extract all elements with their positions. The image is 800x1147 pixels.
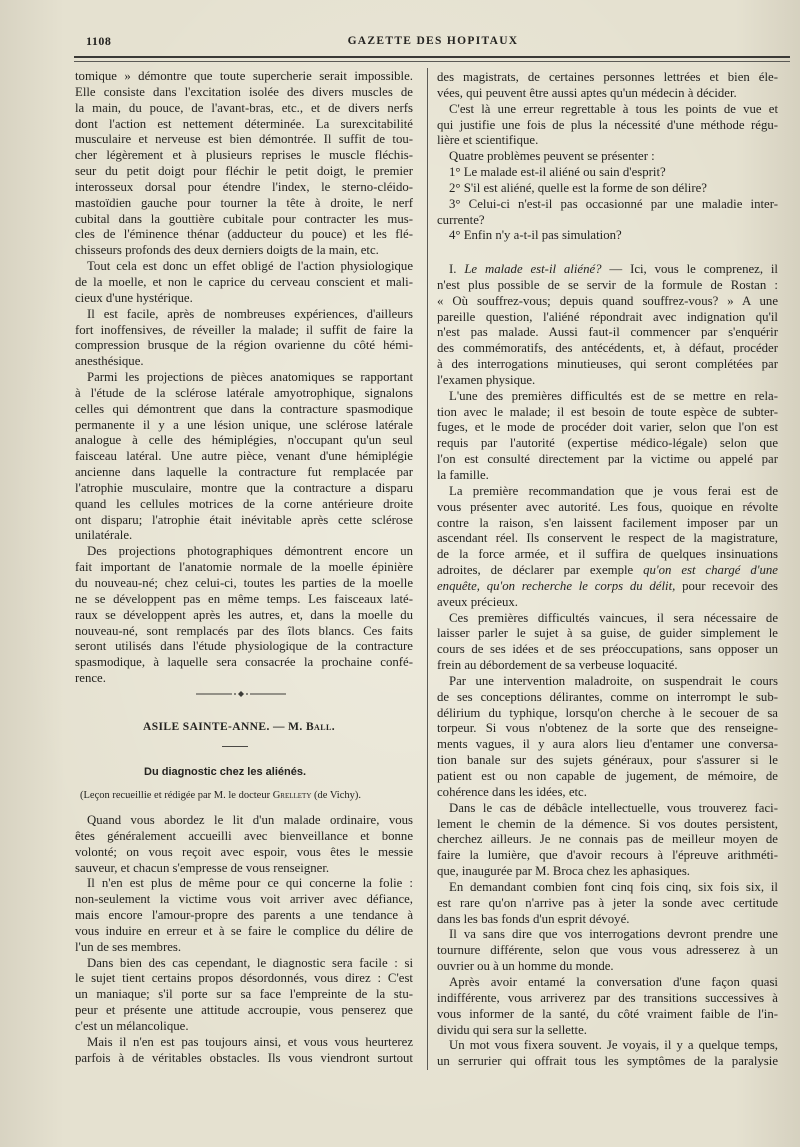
paragraph [75,956,413,1035]
text-line: la famille. [437,467,489,482]
paragraph [75,259,413,307]
text-line: cherchez ailleurs. Je ne connais pas de meilleur moyen de [437,832,778,847]
text-line: à l'étude de la sclérose latérale amyotrophique, signalons [75,385,413,400]
text-line: l'atrophie musculaire, montre que la contracture a disparu [75,480,413,495]
paragraph [437,484,778,611]
text-line: n'est plus possible de se servir de la formule de Rostan : [437,277,778,292]
left-column-continued-text [75,69,413,687]
paragraph [437,975,778,1038]
page-number: 1108 [86,34,112,48]
text-line: spasmodique, à laquelle sera consacrée la prochaine confé- [75,655,413,670]
text-line: En demandant combien font cinq fois cinq, six fois six, il [449,879,778,894]
text-line: cles de l'éminence thénar (adducteur du pouce) et les flé- [75,227,413,242]
text-line: Il n'en est plus de même pour ce qui concerne la folie : [87,876,413,891]
text-line: des magistrats, de certaines personnes lettrées et bien éle- [437,70,778,84]
text-line: Il va sans dire que vos interrogations devront prendre une [449,927,778,942]
text-line: fuges, et le mode de procéder doit varier, selon que l'on est [437,420,778,435]
text-line: Tout cela est donc un effet obligé de l'action physiologique [87,259,413,274]
header-rule-thin [74,61,790,62]
text-line: du nouveau-né; chez celui-ci, toutes les parties de la moelle [75,576,413,590]
publication-title: GAZETTE DES HOPITAUX [347,35,519,47]
text-line: seront utilisés dans l'étude physiologique de la contracture [75,639,413,654]
text-line: rence. [75,671,106,686]
text-line [437,262,778,278]
paragraph [437,165,778,181]
right-column-top-text [437,70,778,244]
text-line: l'on est consulté directement par la victime ou appelé par [437,452,778,467]
paragraph [75,813,413,876]
text-line: l'examen physique. [437,372,536,387]
author-name: Grellety [272,790,312,801]
text-line: 2° S'il est aliéné, quelle est la forme de son délire? [449,180,707,195]
text-line: ascendant réel. Ils conservent le respect de la magistrature, [437,531,778,546]
text-line: tomique » démontre que toute supercherie serait impossible. [75,69,413,83]
paragraph [75,876,413,955]
text-line: cieux d'une hystérique. [75,290,193,305]
text-line: Mais il n'en est pas toujours ainsi, et vous vous heurterez [87,1034,413,1049]
text-line: nouveau-né, sont remplacés par des îlots blancs. Ces faits [75,623,413,638]
text-line: lement le chemin de la démence. Si vos doutes persistent, [437,816,778,831]
text-line: Ces premières difficultés vaincues, il sera nécessaire de [449,610,778,625]
text-line: de ses conceptions délirantes, comme on interrompt le sub- [437,689,778,704]
text-line: quand les cellules motrices de la corne antérieure droite [75,496,413,511]
attribution-text: (de Vichy). [314,790,362,801]
paragraph [437,149,778,165]
text-line: mais encore l'amour-propre des parents a une tendance à [75,908,413,923]
text-line: à des interrogations minutieuses, qui seront complétées par [437,357,778,372]
text-line: mastoïdien gauche pour tourner la tête à droite, le nerf [75,195,413,210]
ornament-divider [196,690,286,698]
text-line: 4° Enfin n'y a-t-il pas simulation? [449,228,622,243]
text-line: Dans le cas de débâcle intellectuelle, vous trouverez faci- [449,800,778,815]
right-column-article-body [437,262,778,1070]
text-line [437,563,778,579]
text-segment: — Ici, vous le comprenez, il [601,262,778,276]
text-line: analogue à celle des hémiplégies, n'occupant qu'un seul [75,433,413,448]
article-title: Du diagnostic chez les aliénés. [144,766,306,778]
text-line: n'est pas malade. Aussi faut-il commencer par s'enquérir [437,325,778,340]
text-line: Elle consiste dans l'excitation isolée des divers muscles de [75,84,413,99]
italic-text: qu'on est chargé d'une [643,563,778,578]
paragraph [437,674,778,801]
text-line: fort inoffensives, de réveiller la malade; il suffit de faire la [75,322,413,337]
lecturer-name: Ball. [305,721,335,733]
paragraph [437,389,778,484]
text-line: L'une des premières difficultés est de se mettre en rela- [449,388,778,403]
text-line: torpeur. Si vous n'obtenez de la sorte que des renseigne- [437,721,778,736]
text-line: laisser parler le sujet à sa guise, de guider simplement le [437,626,778,641]
paragraph [75,69,413,259]
text-line: indifférente, vous arriverez par des transitions successives à [437,990,778,1005]
text-line: que, inaugurée par M. Broca chez les aphasiques. [437,864,690,879]
text-line: le sujet tient certains propos désordonnés, vous direz : C'est [75,971,413,986]
text-line: C'est là une erreur regrettable à tous les points de vue et [449,101,778,116]
text-segment: pour recevoir des [675,578,778,593]
paragraph [437,70,778,102]
attribution-text: (Leçon recueillie et rédigée par M. le docteur [80,790,271,801]
text-segment: adroites, de déclarer par exemple [437,563,644,578]
text-line: l'un de ses membres. [75,939,182,954]
text-line: un maniaque; s'il porte sur sa face l'empreinte de la stu- [75,987,413,1002]
text-line: c'est un mélancolique. [75,1018,189,1033]
text-line: volonté; on vous reçoit avec espoir, vous êtes le messie [75,844,413,859]
italic-text: enquête, qu'on recherche le corps du délit, [437,578,676,593]
text-line: ne se développent pas en même temps. Les faisceaux laté- [75,591,413,606]
text-line: qui justifie une fois de plus la nécessité d'une méthode régu- [437,117,778,132]
text-line: non-seulement la victime vous voit arriver avec défiance, [75,892,413,907]
paragraph [437,801,778,880]
text-segment: I. [449,262,465,276]
text-line: raux se développent après les autres, et, dans la moelle du [75,607,413,622]
paragraph [75,307,413,370]
text-line: aveux précieux. [437,594,519,609]
text-line: musculaire et nerveuse est bien démontrée. Il suffit de tou- [75,132,413,147]
paragraph [75,1035,413,1067]
text-line: tournure différente, selon que vous vous adresserez à un [437,943,778,958]
text-line: dont l'action est nettement déterminée. La surexcitabilité [75,116,413,131]
text-line: celles qui démontrent que dans la contracture spasmodique [75,401,413,416]
text-line: fait important de l'anatomie normale de la moelle épinière [75,560,413,575]
text-line: vous informer de la santé, du côté vraiment faible de l'in- [437,1006,778,1021]
paragraph [437,102,778,150]
text-line: sauveur, et chacun s'empresse de vous renseigner. [75,860,330,875]
article-section-heading [75,720,403,734]
text-line: permanente il y a une lésion unique, une sclérose latérale [75,417,413,432]
section-name: ASILE SAINTE-ANNE. — M. [143,721,303,733]
text-line [437,579,778,595]
text-line: Il est facile, après de nombreuses expériences, d'ailleurs [87,306,413,321]
text-line: cher légèrement et à plusieurs reprises le muscle fléchis- [75,148,413,163]
paragraph [75,370,413,544]
text-line: interosseux dorsal pour étendre l'index, le sterno-cléido- [75,179,413,194]
text-line: chisseurs profonds des deux derniers doigts de la main, etc. [75,243,379,258]
paragraph [437,611,778,674]
text-line: un serrurier qui offrait tous les symptômes de la paralysie [437,1054,778,1069]
header-rule-thick [74,56,790,58]
column-divider [427,68,428,1070]
text-line: êtes généralement accueilli avec bienveillance et bonne [75,828,413,843]
text-line: faisceau latéral. Une autre pièce, venant d'une hémiplégie [75,449,413,464]
text-line: des commémoratifs, des antécédents, et, à défaut, procéder [437,341,778,356]
text-line: parfois à de véritables obstacles. Ils vous viendront surtout [75,1050,413,1065]
text-line: cohérence dans les idées, etc. [437,784,587,799]
text-line: unilatérale. [75,528,133,543]
heading-rule [222,746,248,747]
text-line: vous induire en erreur et à se faire le complice du délire de [75,923,413,938]
paragraph [437,181,778,197]
text-line: Des projections photographiques démontrent encore un [87,544,413,559]
paragraph [437,927,778,975]
text-line: délirium du typhique, lorsqu'on cherche à le secouer de sa [437,705,778,720]
text-line: frein au débordement de sa verbeuse loquacité. [437,658,678,673]
text-line: ont disparu; l'atrophie était inévitable après cette sclérose [75,512,413,527]
text-line: currente? [437,212,485,227]
text-line: Après avoir entamé la conversation d'une façon quasi [449,974,778,989]
text-line: vées, qui peuvent être aussi aptes qu'un médecin à décider. [437,85,737,100]
text-line: de la force armée, et il suffira de quelques insinuations [437,547,778,562]
text-line: peur et présente une attitude accroupie, vous penserez que [75,1003,413,1018]
text-line: cours de ses idées et de ses préoccupations, sans opposer un [437,642,778,657]
text-line: compression brusque de la région ovarienne du côté hémi- [75,338,413,353]
text-line: Parmi les projections de pièces anatomiques se rapportant [87,370,413,385]
text-line: requis par l'autorité (expertise médico-légale) selon que [437,436,778,451]
left-column-article-body [75,813,413,1067]
text-line: Dans bien des cas cependant, le diagnostic sera facile : si [87,955,413,970]
text-line: pareille question, l'aliéné répondrait avec indignation qu'il [437,309,778,324]
text-line: seur du petit doigt pour fléchir le petit doigt, le premier [75,164,413,179]
text-line: ouvrier ou à un homme du monde. [437,959,614,974]
text-line: dividu qui sera sur la sellette. [437,1022,587,1037]
text-line: vous présenter avec autorité. Les fous, quoique en révolte [437,499,778,514]
paragraph [437,197,778,229]
text-line: lière et scientifique. [437,133,539,148]
paragraph [437,228,778,244]
text-line: de la moelle, et non le caprice du cerveau conscient et mali- [75,274,413,289]
text-line: tion banale sur des sujets généraux, pour s'assurer si le [437,753,778,768]
text-line: contre la raison, s'en laissent facilement imposer par un [437,515,778,530]
text-line: cubital dans la gouttière cubitale pour contracter les mus- [75,211,413,226]
text-line: dans les bas fonds d'un esprit dévoyé. [437,911,630,926]
text-line: anesthésique. [75,354,144,369]
text-line: Un mot vous fixera souvent. Je voyais, il y a quelque temps, [449,1038,778,1053]
text-line: la main, du pouce, de l'avant-bras, etc., et de divers nerfs [75,100,413,115]
article-attribution [80,789,361,803]
text-line: Quand vous abordez le lit d'un malade ordinaire, vous [87,813,413,827]
text-line: ments vagues, il y aura alors lieu d'entamer une conversa- [437,737,778,752]
text-line: patient est ou non capable de jugement, de mémoire, de [437,769,778,783]
text-line: La première recommandation que je vous ferai est de [449,483,778,498]
text-line: « Où souffrez-vous; depuis quand souffrez-vous? » A une [437,293,778,308]
text-line: 1° Le malade est-il aliéné ou sain d'esprit? [449,165,666,180]
text-line: tion avec le malade; il est besoin de toute espèce de subter- [437,404,778,419]
text-line: Quatre problèmes peuvent se présenter : [449,149,655,164]
text-line: 3° Celui-ci n'est-il pas occasionné par une maladie inter- [449,196,778,211]
paragraph [75,544,413,687]
text-line: est rare qu'on n'arrive pas à jeter la sonde avec certitude [437,895,778,910]
text-line: faire la lumière, que d'avoir recours à l'épreuve arithméti- [437,848,778,863]
text-line: Par une intervention maladroite, on suspendrait le cours [449,673,778,688]
paragraph [437,262,778,389]
paragraph [437,880,778,928]
italic-text: Le malade est-il aliéné? [464,262,602,276]
paragraph [437,1038,778,1070]
text-line: ancienne dans laquelle la contracture fut remplacée par [75,465,413,480]
